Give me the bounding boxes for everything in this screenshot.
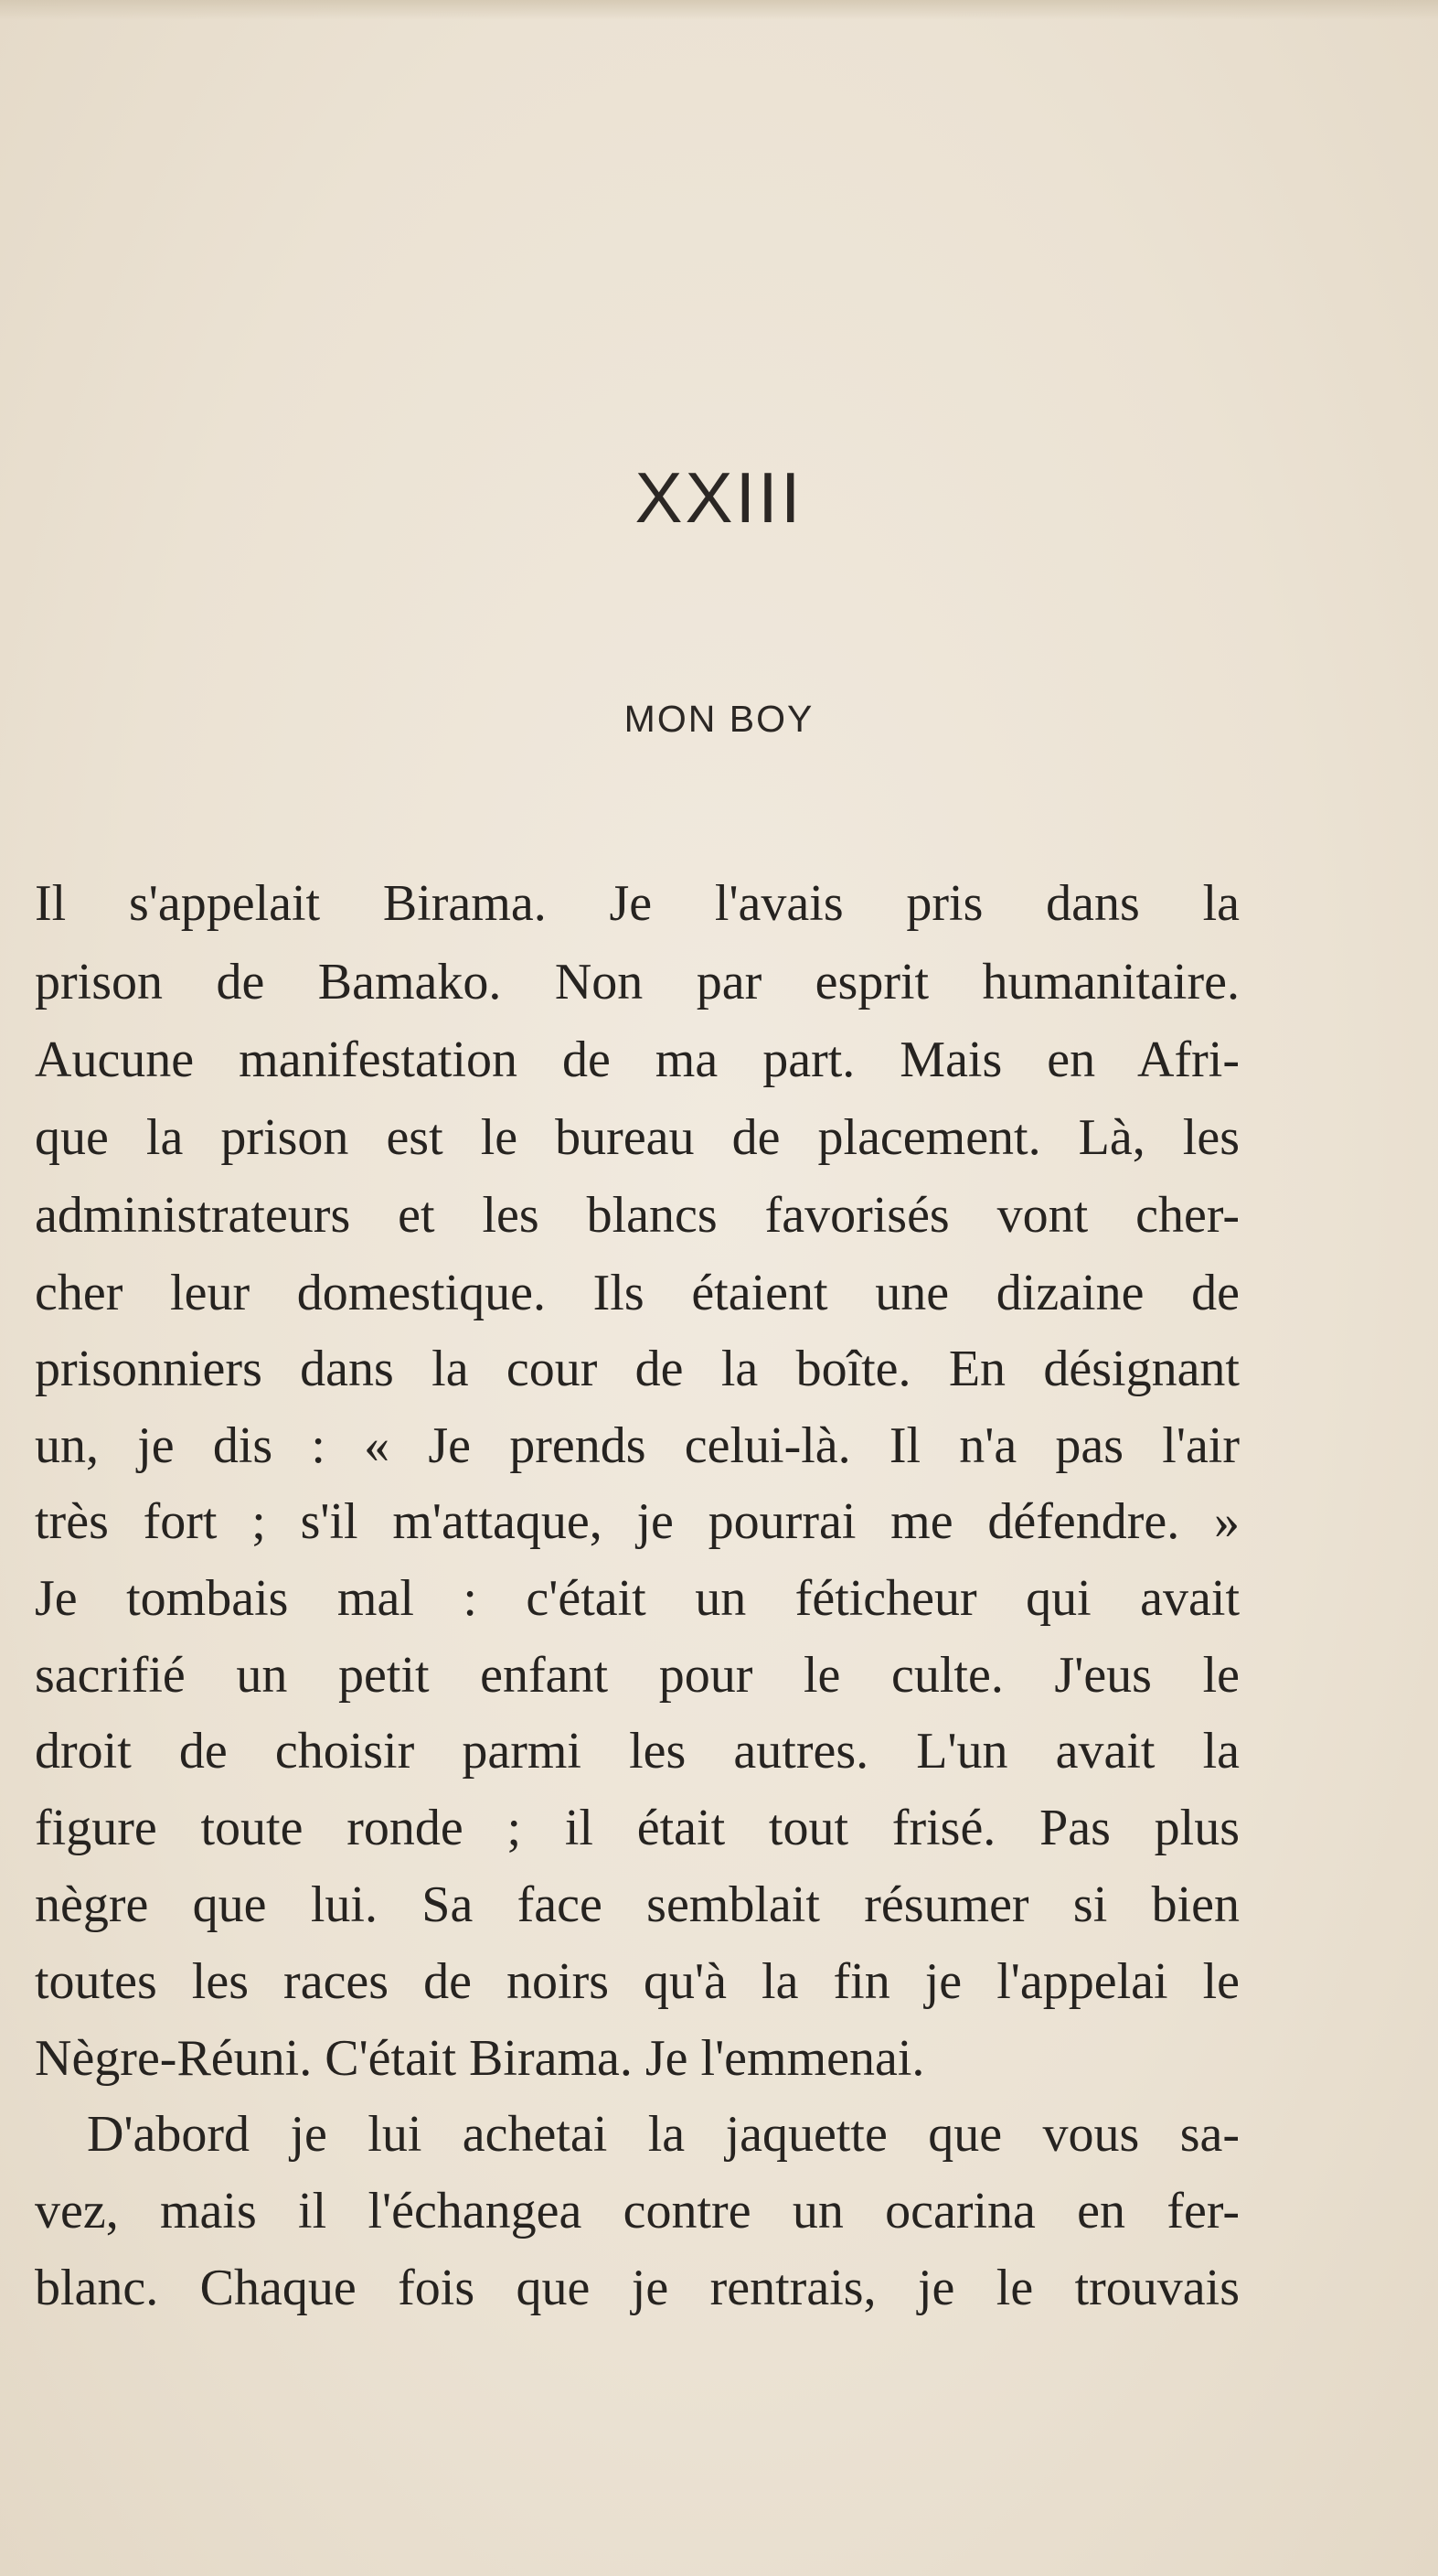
text-line: nègre que lui. Sa face semblait résumer si bien bbox=[35, 1876, 1240, 1933]
text-line: blanc. Chaque fois que je rentrais, je le trouvais bbox=[35, 2260, 1240, 2316]
text-line: un, je dis : « Je prends celui-là. Il n'a pas l'air bbox=[35, 1417, 1240, 1474]
text-line: Il s'appelait Birama. Je l'avais pris dans la bbox=[35, 875, 1240, 932]
text-line: prison de Bamako. Non par esprit humanitaire. bbox=[35, 954, 1240, 1010]
text-line: vez, mais il l'échangea contre un ocarina en fer- bbox=[35, 2183, 1240, 2239]
text-line: cher leur domestique. Ils étaient une dizaine de bbox=[35, 1265, 1240, 1321]
text-line: que la prison est le bureau de placement. Là, les bbox=[35, 1109, 1240, 1166]
text-line: prisonniers dans la cour de la boîte. En désignant bbox=[35, 1341, 1240, 1397]
text-line: très fort ; s'il m'attaque, je pourrai me défendre. » bbox=[35, 1493, 1240, 1550]
text-line: D'abord je lui achetai la jaquette que vous sa- bbox=[87, 2106, 1240, 2163]
chapter-title: MON BOY bbox=[623, 698, 815, 740]
text-line: administrateurs et les blancs favorisés vont cher- bbox=[35, 1187, 1240, 1244]
text-line: droit de choisir parmi les autres. L'un avait la bbox=[35, 1723, 1240, 1780]
text-line: Je tombais mal : c'était un féticheur qui avait bbox=[35, 1570, 1240, 1627]
chapter-number: XXIII bbox=[634, 457, 804, 538]
text-line: Nègre-Réuni. C'était Birama. Je l'emmenai. bbox=[35, 2030, 925, 2087]
text-line: Aucune manifestation de ma part. Mais en Afri- bbox=[35, 1031, 1240, 1088]
text-line: toutes les races de noirs qu'à la fin je l'appelai le bbox=[35, 1953, 1240, 2010]
text-line: figure toute ronde ; il était tout frisé. Pas plus bbox=[35, 1800, 1240, 1856]
text-line: sacrifié un petit enfant pour le culte. J'eus le bbox=[35, 1647, 1240, 1704]
